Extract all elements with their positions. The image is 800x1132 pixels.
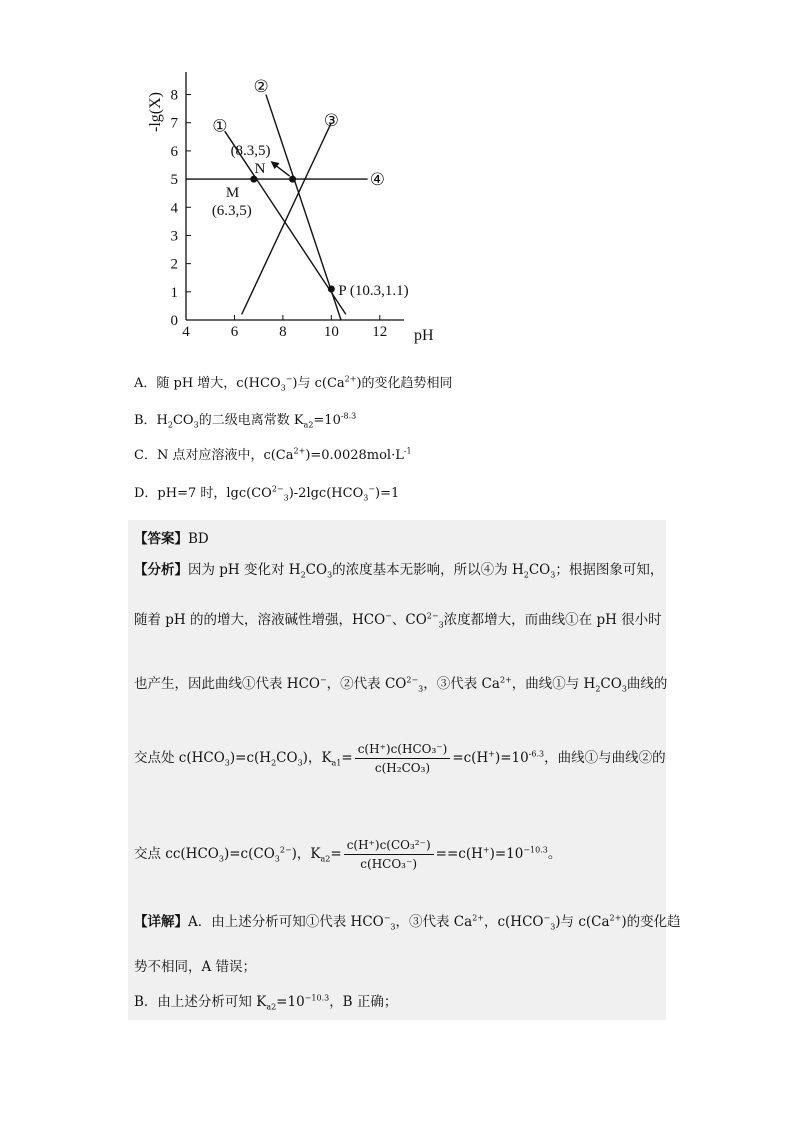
y-tick-label: 5: [170, 172, 178, 189]
series-label-4: ④: [369, 170, 385, 190]
point-n: [289, 176, 296, 183]
point-n-label: N: [254, 161, 266, 178]
y-tick-label: 4: [170, 200, 178, 217]
y-tick-label: 7: [170, 115, 178, 132]
analysis-line-3: 也产生，因此曲线①代表 HCO−，②代表 $CO^{2-}_3$，③代表 $Ca^{2+}$，曲线①与 $H_2CO_3$曲线的: [134, 675, 668, 694]
analysis-line-2: 随着 pH 的的增大，溶液碱性增强，HCO−、$CO^{2-}_3$浓度都增大，而曲线①在 pH 很小时: [134, 611, 662, 630]
option-c: C．N 点对应溶液中，$c(Ca^{2+})=0.0028mol\cdot L^{-1}$: [134, 446, 412, 463]
series-label-3: ③: [323, 110, 339, 130]
ka2-fraction: $\frac{\text{c(H⁺)c(CO₃²⁻)}}{\text{c(HCO₃⁻)}}$: [344, 838, 434, 871]
point-m-label: M: [225, 185, 240, 202]
x-tick-label: 12: [372, 324, 388, 340]
option-d: D．pH=7 时，$\lg c(CO^{2-}_3)-2\lg c(HCO_3^-)=1$: [134, 484, 400, 503]
point-p: [328, 286, 335, 293]
x-tick-label: 6: [230, 324, 239, 340]
y-tick-label: 2: [170, 256, 178, 273]
x-tick-label: 4: [182, 324, 190, 340]
option-a: A．随 pH 增大，$c(HCO_3^-)$与 $c(Ca^{2+})$的变化趋势相同: [134, 374, 453, 393]
detail-line-1: 【详解】A．由上述分析可知①代表 $HCO^-_3$，③代表 $Ca^{2+}$，$c(HCO^-_3)$与 $c(Ca^{2+})$的变化趋: [134, 913, 681, 932]
analysis-line-4: 交点处 $c(HCO_3)=c(H_2CO_3)$，$K_{a1}=$ $\frac{\text{c(H⁺)c(HCO₃⁻)}}{\text{c(H₂CO₃)}}$ $=c(H^+)=10^{-6.3}$，曲线①与曲线②的: [134, 742, 666, 775]
analysis-line-1: 【分析】因为 pH 变化对 $H_2CO_3$的浓度基本无影响，所以④为 $H_2CO_3$；根据图象可知，: [134, 562, 664, 580]
y-tick-label: 1: [170, 284, 178, 301]
point-p-label: P (10.3,1.1): [338, 283, 409, 299]
y-tick-label: 3: [170, 228, 178, 245]
point-n-coord: (8.3,5): [230, 143, 271, 160]
ka1-fraction: $\frac{\text{c(H⁺)c(HCO₃⁻)}}{\text{c(H₂CO₃)}}$: [355, 742, 451, 775]
analysis-line-5: 交点 $cc(HCO_3)=c(CO_3^{2-})$，$K_{a2}=$ $\frac{\text{c(H⁺)c(CO₃²⁻)}}{\text{c(HCO₃⁻)}}$ $==c(H^+)=10^{-10.3}$。: [134, 838, 562, 871]
x-axis-label: pH: [414, 327, 434, 344]
x-tick-label: 10: [323, 324, 339, 340]
point-m-coord: (6.3,5): [211, 203, 252, 220]
y-axis-label: -lg(X): [147, 92, 164, 132]
y-tick-label: 0: [170, 313, 178, 329]
detail-line-3: B．由上述分析可知 $K_{a2}=10^{-10.3}$，B 正确；: [134, 993, 398, 1012]
series-label-2: ②: [253, 77, 269, 97]
x-tick-label: 8: [279, 324, 287, 340]
series-label-1: ①: [212, 116, 228, 136]
y-tick-label: 6: [170, 143, 178, 160]
y-tick-label: 8: [170, 87, 178, 104]
ph-chart: [130, 62, 460, 352]
option-b: B．$H_2CO_3$的二级电离常数 $K_{a2}=10^{-8.3}$: [134, 411, 357, 430]
detail-line-2: 势不相同，A 错误；: [134, 959, 257, 975]
answer-line: 【答案】BD: [134, 531, 209, 547]
